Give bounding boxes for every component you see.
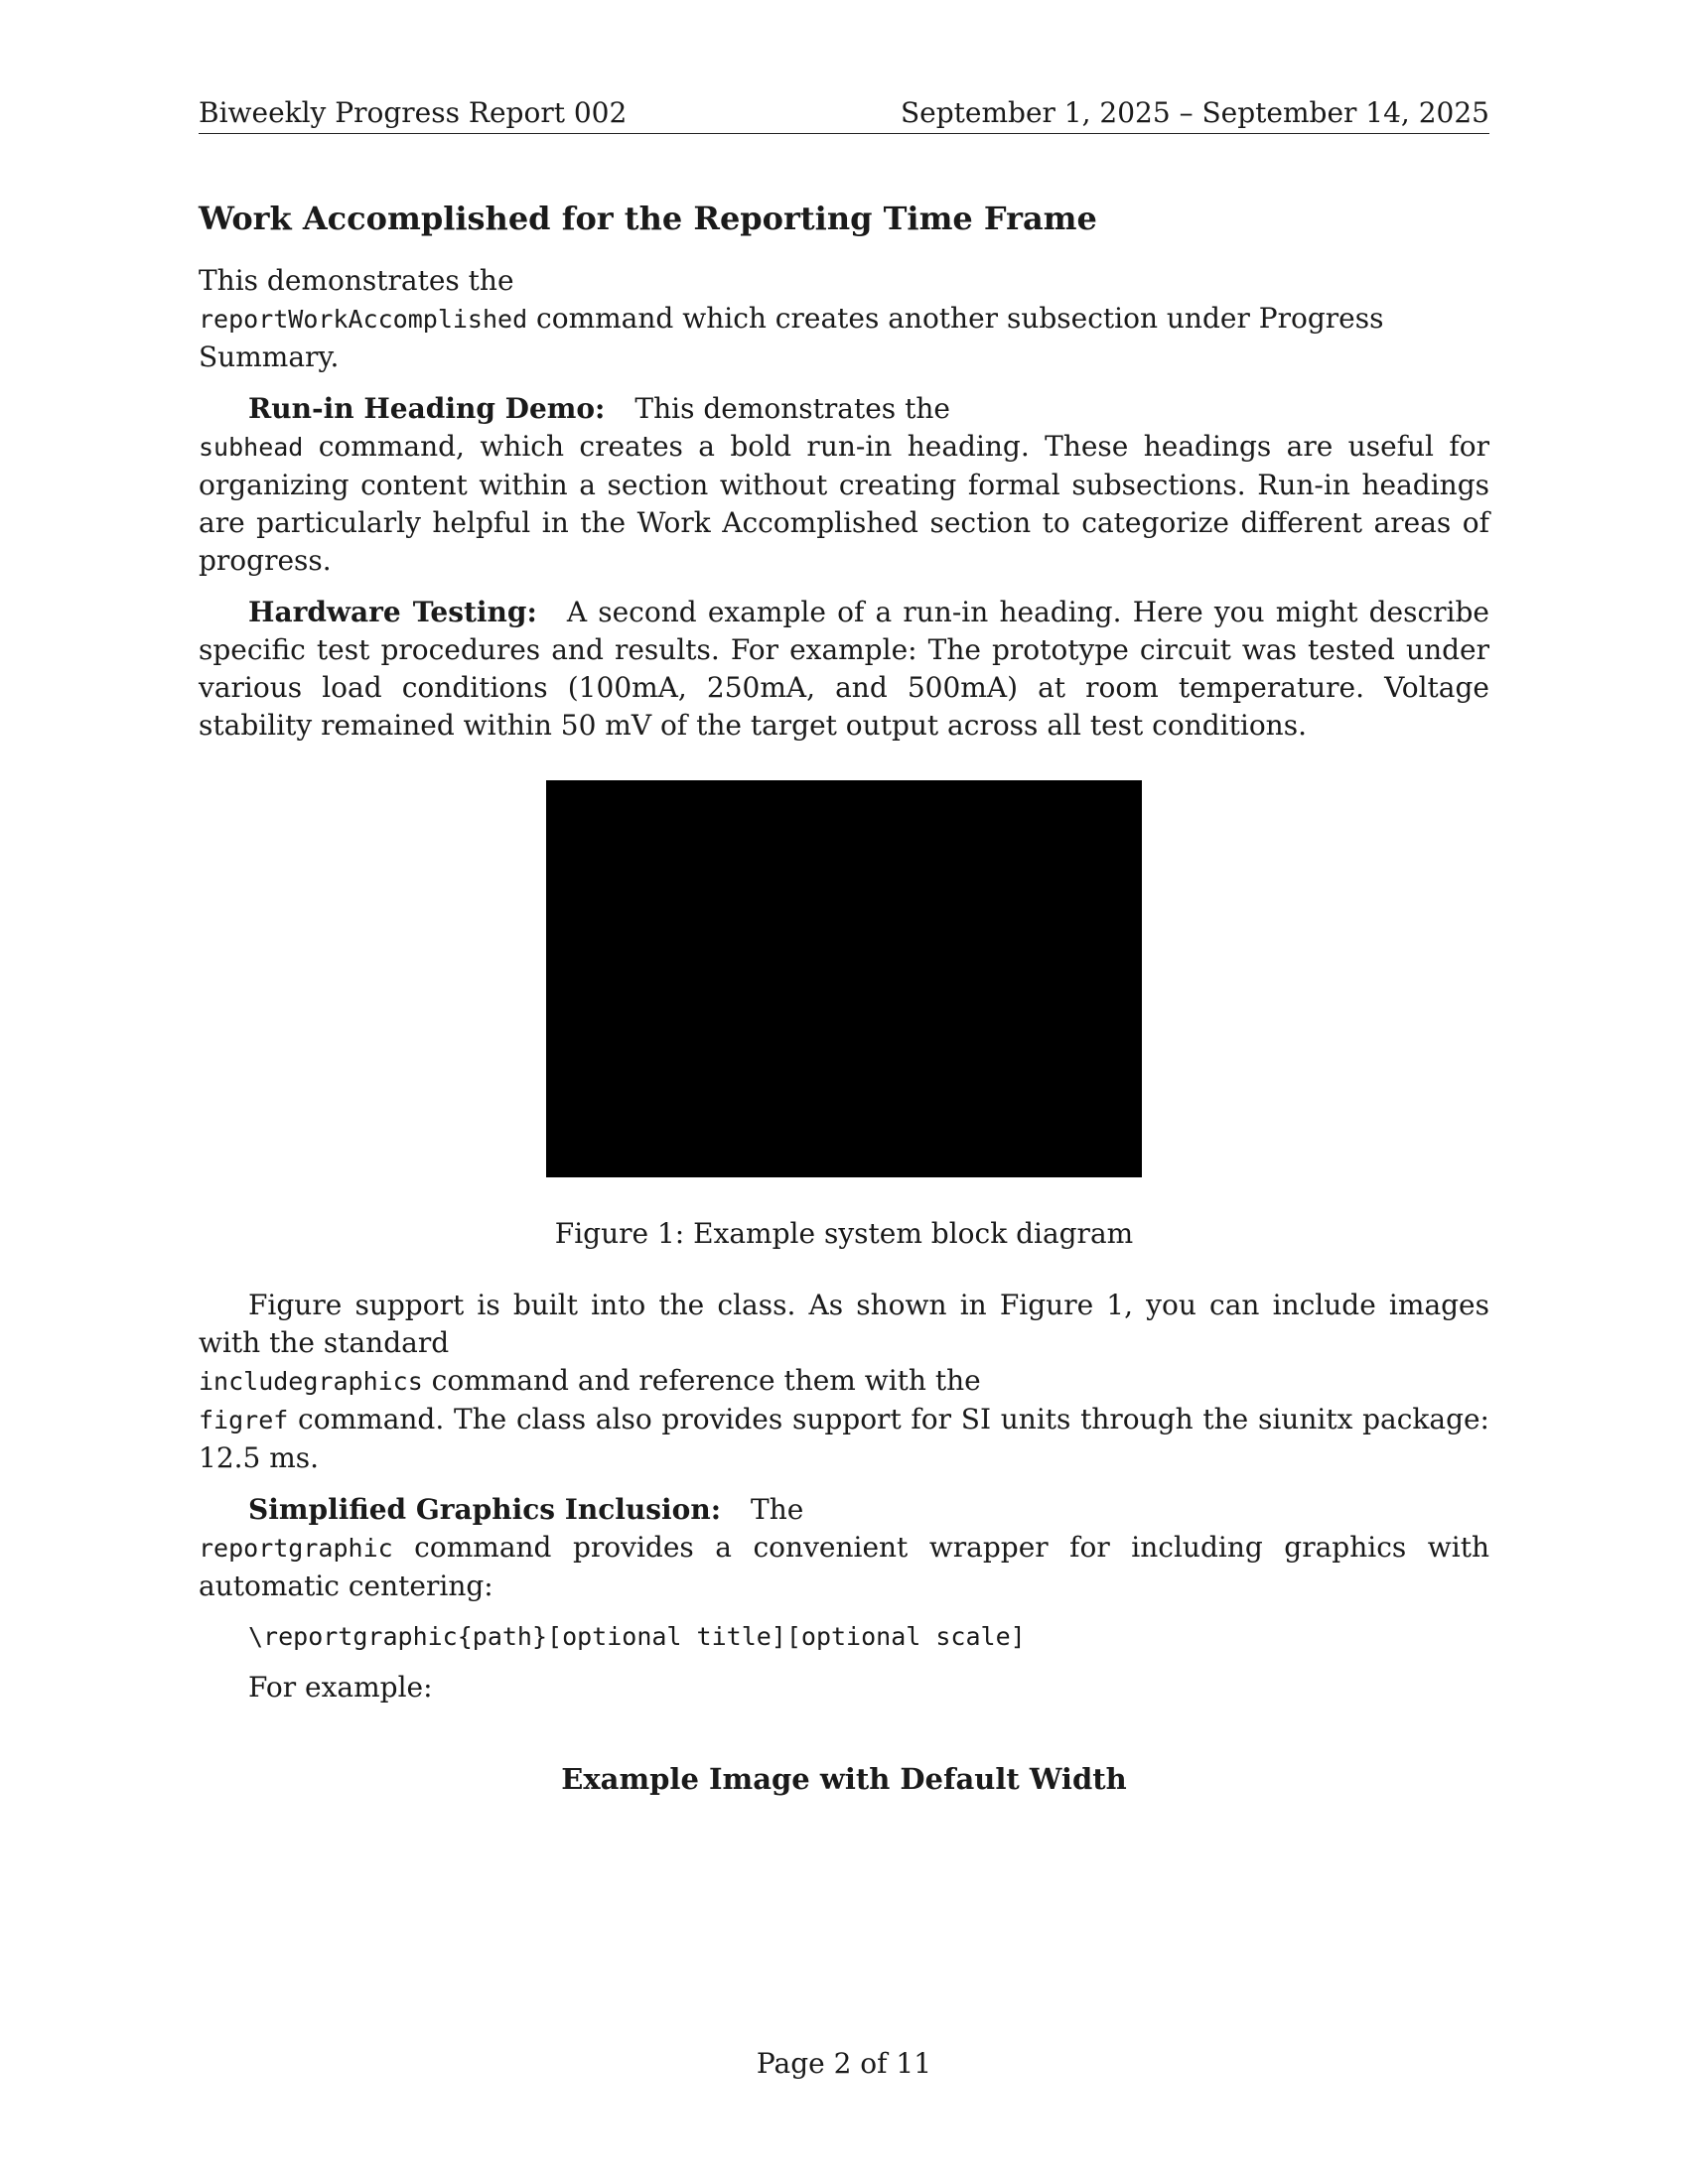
- figure-para-text-mid: command and reference them with the: [422, 1364, 981, 1397]
- system-block-diagram-image: [546, 780, 1142, 1177]
- runin1-text-start: This demonstrates the: [634, 392, 950, 425]
- page-footer: [0, 2047, 1688, 2081]
- section-title: Work Accomplished for the Reporting Time Frame: [199, 200, 1097, 237]
- header-report-title: Biweekly Progress Report 002: [199, 96, 628, 129]
- intro-text-rest: command which creates another subsection under Progress Summary.: [199, 302, 1384, 373]
- graphics-inclusion-paragraph: [199, 1491, 1489, 1605]
- subhead-command: subhead: [199, 433, 304, 462]
- runin-heading-demo: Run-in Heading Demo:: [248, 392, 606, 425]
- section-intro-paragraph: [199, 262, 1489, 376]
- hardware-testing-paragraph: [199, 594, 1489, 745]
- figure-para-text-end: command. The class also provides support for SI units through the siunitx package: 12.5 ms.: [199, 1403, 1489, 1474]
- includegraphics-command: includegraphics: [199, 1367, 423, 1396]
- runin-heading-demo-paragraph: [199, 390, 1489, 580]
- runin-simplified-graphics: Simplified Graphics Inclusion:: [248, 1493, 722, 1526]
- reportgraphic-code-example: \reportgraphic{path}[optional title][optional scale]: [248, 1622, 1026, 1651]
- runin3-text-rest: command provides a convenient wrapper for including graphics with automatic centering:: [199, 1531, 1489, 1602]
- figure-1-caption: Figure 1: Example system block diagram: [554, 1217, 1134, 1250]
- reportgraphic-command: reportgraphic: [199, 1534, 393, 1563]
- runin-hardware-testing: Hardware Testing:: [248, 596, 537, 628]
- figure-para-text-start: Figure support is built into the class. As shown in Figure 1, you can include images with the standard: [199, 1289, 1489, 1359]
- page-content: [199, 199, 1489, 1798]
- runin1-text-rest: command, which creates a bold run-in heading. These headings are useful for organizing content within a section without creating formal subsections. Run-in headings are particularly helpful in the Work Accomplished section to categorize different areas of progress.: [199, 430, 1489, 577]
- runin2-text: A second example of a run-in heading. Here you might describe specific test procedures and results. For example: The prototype circuit was tested under various load conditions (100mA, 250mA, and 500mA) at room temperature. Voltage stability remained within 50 mV of the target output across all test conditions.: [199, 596, 1490, 742]
- figref-command: figref: [199, 1406, 289, 1434]
- intro-command: reportWorkAccomplished: [199, 305, 528, 334]
- header-date-range: September 1, 2025 – September 14, 2025: [900, 96, 1489, 129]
- for-example-text: For example:: [248, 1671, 433, 1704]
- runin3-text-start: The: [751, 1493, 804, 1526]
- page-number: Page 2 of 11: [756, 2047, 932, 2080]
- example-image-title: Example Image with Default Width: [561, 1762, 1127, 1796]
- page-header: [199, 94, 1489, 134]
- intro-text: This demonstrates the: [199, 264, 514, 297]
- figure-1: [199, 780, 1489, 1251]
- figure-support-paragraph: [199, 1287, 1489, 1477]
